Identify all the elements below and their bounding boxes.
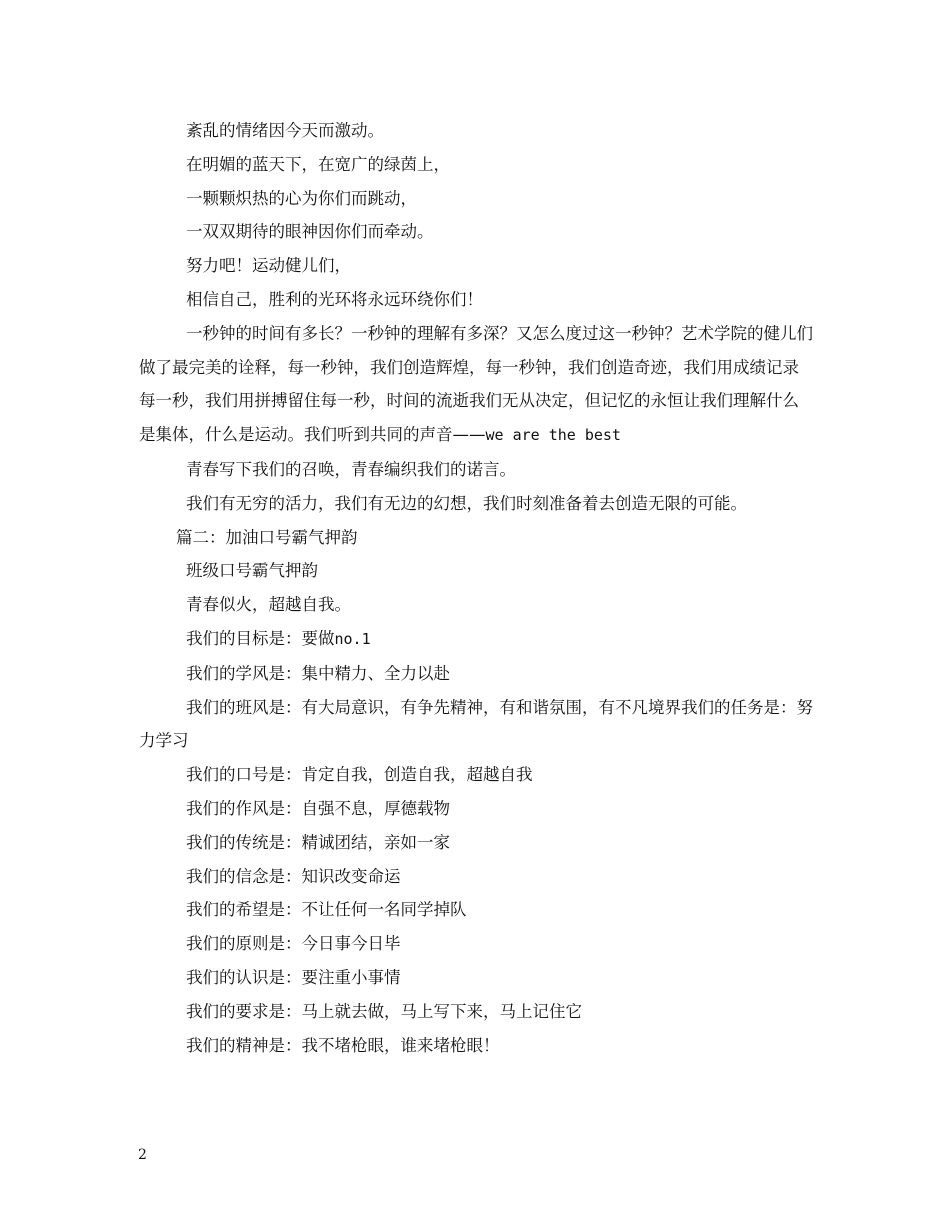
paragraph-line-5: 努力吧！运动健儿们， — [186, 256, 351, 276]
paragraph-one-second — [139, 317, 814, 453]
paragraph-line-23: 我们的要求是：马上就去做，马上写下来，马上记住它 — [186, 1001, 582, 1021]
paragraph-line-1: 紊乱的情绪因今天而激动。 — [186, 121, 384, 140]
paragraph-line-4: 一双双期待的眼神因你们而牵动。 — [186, 222, 434, 242]
paragraph-line-16: 我们的口号是：肯定自我，创造自我，超越自我 — [186, 765, 533, 785]
document-body — [139, 114, 814, 1062]
paragraph-goal — [139, 622, 814, 657]
paragraph-line-19: 我们的信念是：知识改变命运 — [186, 866, 401, 886]
section-heading: 篇二：加油口号霸气押韵 — [176, 527, 358, 547]
paragraph-line-15: 我们的班风是：有大局意识，有争先精神，有和谐氛围，有不凡境界我们的任务是：努力学习 — [139, 697, 813, 751]
paragraph-line-2: 在明媚的蓝天下，在宽广的绿茵上， — [186, 154, 450, 174]
paragraph-line-21: 我们的原则是：今日事今日毕 — [186, 934, 401, 954]
paragraph-line-8: 青春写下我们的召唤，青春编织我们的诺言。 — [186, 459, 516, 479]
paragraph-line-14: 我们的学风是：集中精力、全力以赴 — [186, 663, 450, 683]
paragraph-line-12: 青春似火，超越自我。 — [186, 595, 351, 615]
page-number: 2 — [138, 1147, 147, 1163]
paragraph-line-24: 我们的精神是：我不堵枪眼，谁来堵枪眼！ — [186, 1035, 500, 1055]
paragraph-line-18: 我们的传统是：精诚团结，亲如一家 — [186, 832, 450, 852]
paragraph-line-6: 相信自己，胜利的光环将永远环绕你们！ — [186, 289, 483, 309]
paragraph-one-second-text: 一秒钟的时间有多长？一秒钟的理解有多深？又怎么度过这一秒钟？艺术学院的健儿们做了最完美的诠释，每一秒钟，我们创造辉煌，每一秒钟，我们创造奇迹，我们用成绩记录每一秒，我们用拼搏留住每一秒，时间的流逝我们无从决定，但记忆的永恒让我们理解什么是集体，什么是运动。我们听到共同的声音—— — [139, 323, 813, 445]
paragraph-line-20: 我们的希望是：不让任何一名同学掉队 — [186, 900, 467, 920]
paragraph-goal-text: 我们的目标是：要做 — [186, 628, 335, 648]
paragraph-line-22: 我们的认识是：要注重小事情 — [186, 967, 401, 987]
paragraph-one-second-latin: we are the best — [485, 426, 621, 445]
paragraph-goal-latin: no.1 — [334, 629, 371, 648]
paragraph-line-3: 一颗颗炽热的心为你们而跳动， — [186, 188, 417, 208]
paragraph-line-9: 我们有无穷的活力，我们有无边的幻想，我们时刻准备着去创造无限的可能。 — [186, 493, 747, 513]
paragraph-line-17: 我们的作风是：自强不息，厚德载物 — [186, 798, 450, 818]
paragraph-line-11: 班级口号霸气押韵 — [186, 561, 318, 581]
